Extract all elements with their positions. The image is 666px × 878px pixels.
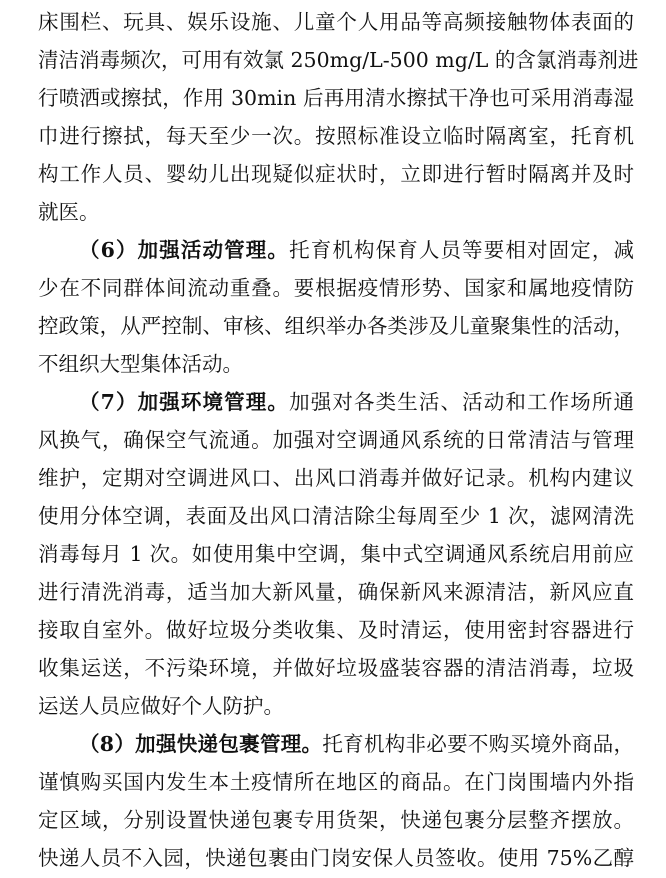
paragraph-line: 进行清洗消毒，适当加大新风量，确保新风来源清洁，新风应直 (38, 580, 634, 604)
paragraph-line: 使用分体空调，表面及出风口清洁除尘每周至少 1 次，滤网清洗 (38, 504, 634, 528)
section-8-first-line (79, 726, 634, 762)
paragraph-line: 定区域，分别设置快递包裹专用货架，快递包裹分层整齐摆放。 (38, 808, 634, 832)
paragraph-line: 巾进行擦拭，每天至少一次。按照标准设立临时隔离室，托育机 (38, 124, 634, 148)
paragraph-line: 少在不同群体间流动重叠。要根据疫情形势、国家和属地疫情防 (38, 276, 634, 300)
paragraph-line: 运送人员应做好个人防护。 (38, 694, 284, 718)
paragraph-line: 控政策，从严控制、审核、组织举办各类涉及儿童聚集性的活动， (38, 314, 634, 338)
paragraph-line: 谨慎购买国内发生本土疫情所在地区的商品。在门岗围墙内外指 (38, 770, 634, 794)
section-8-heading: （8）加强快递包裹管理。 (79, 732, 323, 756)
paragraph-line: 消毒每月 1 次。如使用集中空调，集中式空调通风系统启用前应 (38, 542, 634, 566)
paragraph-line: 行喷洒或擦拭，作用 30min 后再用清水擦拭干净也可采用消毒湿 (38, 86, 634, 110)
paragraph-line: 清洁消毒频次，可用有效氯 250mg/L-500 mg/L 的含氯消毒剂进 (38, 48, 639, 72)
paragraph-line: 快递人员不入园，快递包裹由门岗安保人员签收。使用 75%乙醇 (38, 846, 634, 870)
section-7-heading: （7）加强环境管理。 (79, 390, 290, 414)
section-6-first-line (79, 232, 634, 268)
paragraph-line: 不组织大型集体活动。 (38, 352, 243, 376)
paragraph-line: 风换气，确保空气流通。加强对空调通风系统的日常清洁与管理 (38, 428, 634, 452)
section-6-text: 托育机构保育人员等要相对固定，减 (289, 238, 635, 262)
paragraph-line: 就医。 (38, 200, 100, 224)
paragraph-line: 维护，定期对空调进风口、出风口消毒并做好记录。机构内建议 (38, 466, 634, 490)
section-7-first-line (79, 384, 634, 420)
paragraph-line: 收集运送，不污染环境，并做好垃圾盛装容器的清洁消毒，垃圾 (38, 656, 634, 680)
paragraph-line: 床围栏、玩具、娱乐设施、儿童个人用品等高频接触物体表面的 (38, 10, 634, 34)
paragraph-line: 构工作人员、婴幼儿出现疑似症状时，立即进行暂时隔离并及时 (38, 162, 634, 186)
section-7-text: 加强对各类生活、活动和工作场所通 (289, 390, 635, 414)
section-6-heading: （6）加强活动管理。 (79, 238, 290, 262)
section-8-text: 托育机构非必要不购买境外商品， (322, 732, 635, 756)
paragraph-line: 接取自室外。做好垃圾分类收集、及时清运，使用密封容器进行 (38, 618, 634, 642)
